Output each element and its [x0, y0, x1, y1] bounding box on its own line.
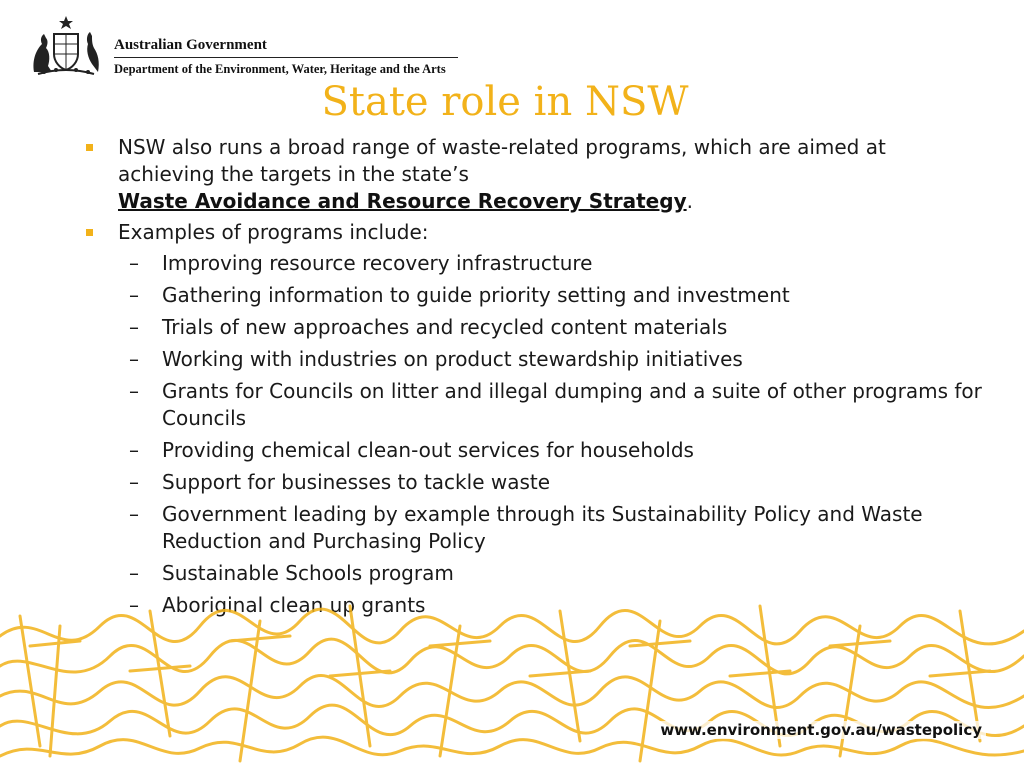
program-list-item — [86, 282, 986, 309]
program-text: Aboriginal clean up grants — [162, 593, 426, 617]
program-text: Grants for Councils on litter and illegal dumping and a suite of other programs for Councils — [162, 379, 982, 430]
program-list-item — [86, 346, 986, 373]
dash-marker: – — [129, 593, 139, 617]
program-list-item — [86, 314, 986, 341]
footer-url[interactable]: www.environment.gov.au/wastepolicy — [656, 721, 986, 739]
program-text: Improving resource recovery infrastructure — [162, 251, 593, 275]
header-divider — [114, 57, 458, 58]
bullet-item — [86, 219, 986, 246]
coat-of-arms-icon — [26, 14, 106, 78]
program-text: Providing chemical clean-out services for households — [162, 438, 694, 462]
program-list-item — [86, 469, 986, 496]
program-text: Sustainable Schools program — [162, 561, 454, 585]
program-text: Government leading by example through its Sustainability Policy and Waste Reduction and Purchasing Policy — [162, 502, 923, 553]
government-text — [114, 36, 464, 76]
program-text: Gathering information to guide priority setting and investment — [162, 283, 790, 307]
square-bullet-icon — [86, 229, 93, 236]
program-text: Working with industries on product stewardship initiatives — [162, 347, 743, 371]
decorative-background — [0, 596, 1024, 768]
dash-marker: – — [129, 561, 139, 585]
program-list-item — [86, 560, 986, 587]
dash-marker: – — [129, 347, 139, 371]
program-list-item — [86, 250, 986, 277]
dash-marker: – — [129, 470, 139, 494]
bullet-item — [86, 134, 986, 215]
slide-title: State role in NSW — [321, 79, 689, 125]
bullet-text: NSW also runs a broad range of waste-related programs, which are aimed at achieving the targets in the state’s — [118, 135, 886, 186]
program-list-item — [86, 501, 986, 555]
square-bullet-icon — [86, 144, 93, 151]
slide-content — [86, 134, 986, 624]
dash-marker: – — [129, 251, 139, 275]
dash-marker: – — [129, 438, 139, 462]
government-logo — [26, 14, 466, 78]
dash-marker: – — [129, 502, 139, 526]
dash-marker: – — [129, 315, 139, 339]
department-name: Department of the Environment, Water, Heritage and the Arts — [114, 62, 446, 76]
government-name: Australian Government — [114, 37, 267, 53]
strategy-link[interactable]: Waste Avoidance and Resource Recovery Strategy — [118, 189, 687, 213]
dash-marker: – — [129, 283, 139, 307]
program-list-item — [86, 378, 986, 432]
program-text: Support for businesses to tackle waste — [162, 470, 551, 494]
bullet-text: Examples of programs include: — [118, 220, 429, 244]
program-list — [86, 250, 986, 619]
bullet-text-end: . — [686, 189, 693, 213]
program-text: Trials of new approaches and recycled content materials — [162, 315, 728, 339]
program-list-item — [86, 437, 986, 464]
dash-marker: – — [129, 379, 139, 403]
